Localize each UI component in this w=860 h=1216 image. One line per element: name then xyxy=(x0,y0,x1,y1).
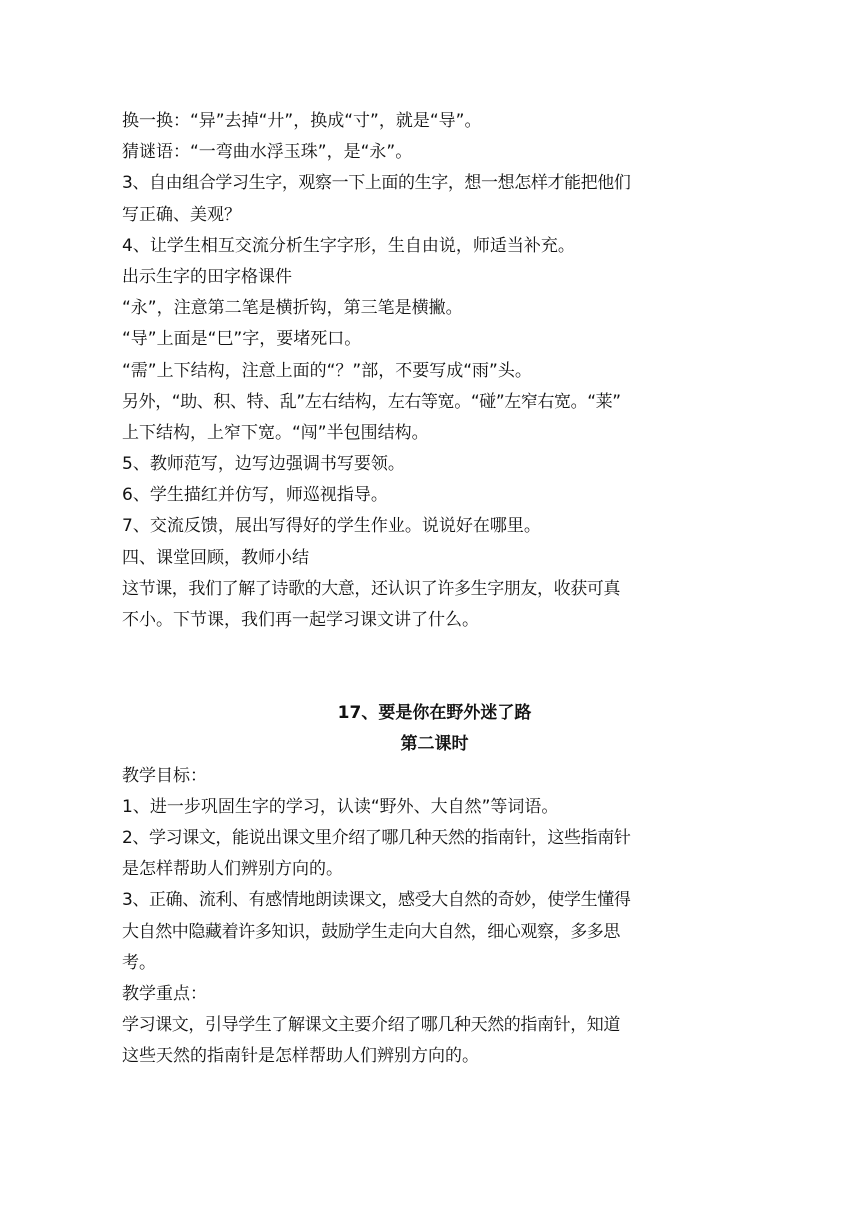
paragraph-line: 教学目标： xyxy=(122,765,207,786)
paragraph-line: 写正确、美观？ xyxy=(122,204,241,225)
paragraph-line: 4、让学生相互交流分析生字字形，生自由说，师适当补充。 xyxy=(122,235,575,256)
paragraph-line: “永”，注意第二笔是横折钩，第三笔是横撇。 xyxy=(122,298,463,319)
paragraph-line: 5、教师范写，边写边强调书写要领。 xyxy=(122,454,405,475)
paragraph-line: 3、自由组合学习生字，观察一下上面的生字，想一想怎样才能把他们 xyxy=(122,173,631,194)
paragraph-line: 上下结构，上窄下宽。“闯”半包围结构。 xyxy=(122,422,429,443)
paragraph-line: 换一换：“异”去掉“廾”，换成“寸”，就是“导”。 xyxy=(122,111,482,131)
paragraph-line: 教学重点： xyxy=(122,983,207,1004)
paragraph-line: “需”上下结构，注意上面的“？”部，不要写成“雨”头。 xyxy=(122,360,532,381)
paragraph-line: 是怎样帮助人们辨别方向的。 xyxy=(122,859,343,880)
paragraph-line: 另外，“助、积、特、乱”左右结构，左右等宽。“碰”左窄右宽。“莱” xyxy=(122,391,621,412)
paragraph-line: 学习课文，引导学生了解课文主要介绍了哪几种天然的指南针，知道 xyxy=(122,1015,620,1036)
paragraph-line: 3、正确、流利、有感情地朗读课文，感受大自然的奇妙，使学生懂得 xyxy=(122,890,631,911)
paragraph-line: 猜谜语：“一弯曲水浮玉珠”，是“永”。 xyxy=(122,142,413,163)
lesson-subtitle: 第二课时 xyxy=(400,734,469,755)
document-body xyxy=(122,106,747,1072)
paragraph-line: 考。 xyxy=(122,952,156,973)
lesson-title: 17、要是你在野外迷了路 xyxy=(337,703,532,724)
paragraph-line: 这些天然的指南针是怎样帮助人们辨别方向的。 xyxy=(122,1046,479,1067)
paragraph-line: 这节课，我们了解了诗歌的大意，还认识了许多生字朋友，收获可真 xyxy=(122,578,620,599)
paragraph-line: 出示生字的田字格课件 xyxy=(122,266,292,287)
paragraph-line: 不小。下节课，我们再一起学习课文讲了什么。 xyxy=(122,610,479,630)
paragraph-line: “导”上面是“巳”字，要堵死口。 xyxy=(122,329,362,350)
paragraph-line: 6、学生描红并仿写，师巡视指导。 xyxy=(122,485,388,506)
paragraph-line: 7、交流反馈，展出写得好的学生作业。说说好在哪里。 xyxy=(122,516,541,537)
paragraph-line: 1、进一步巩固生字的学习，认读“野外、大自然”等词语。 xyxy=(122,796,559,817)
paragraph-line: 2、学习课文，能说出课文里介绍了哪几种天然的指南针，这些指南针 xyxy=(122,827,631,848)
paragraph-line: 大自然中隐藏着许多知识，鼓励学生走向大自然，细心观察，多多思 xyxy=(122,921,620,942)
section-spacer xyxy=(122,636,747,698)
paragraph-line: 四、课堂回顾，教师小结 xyxy=(122,547,309,568)
